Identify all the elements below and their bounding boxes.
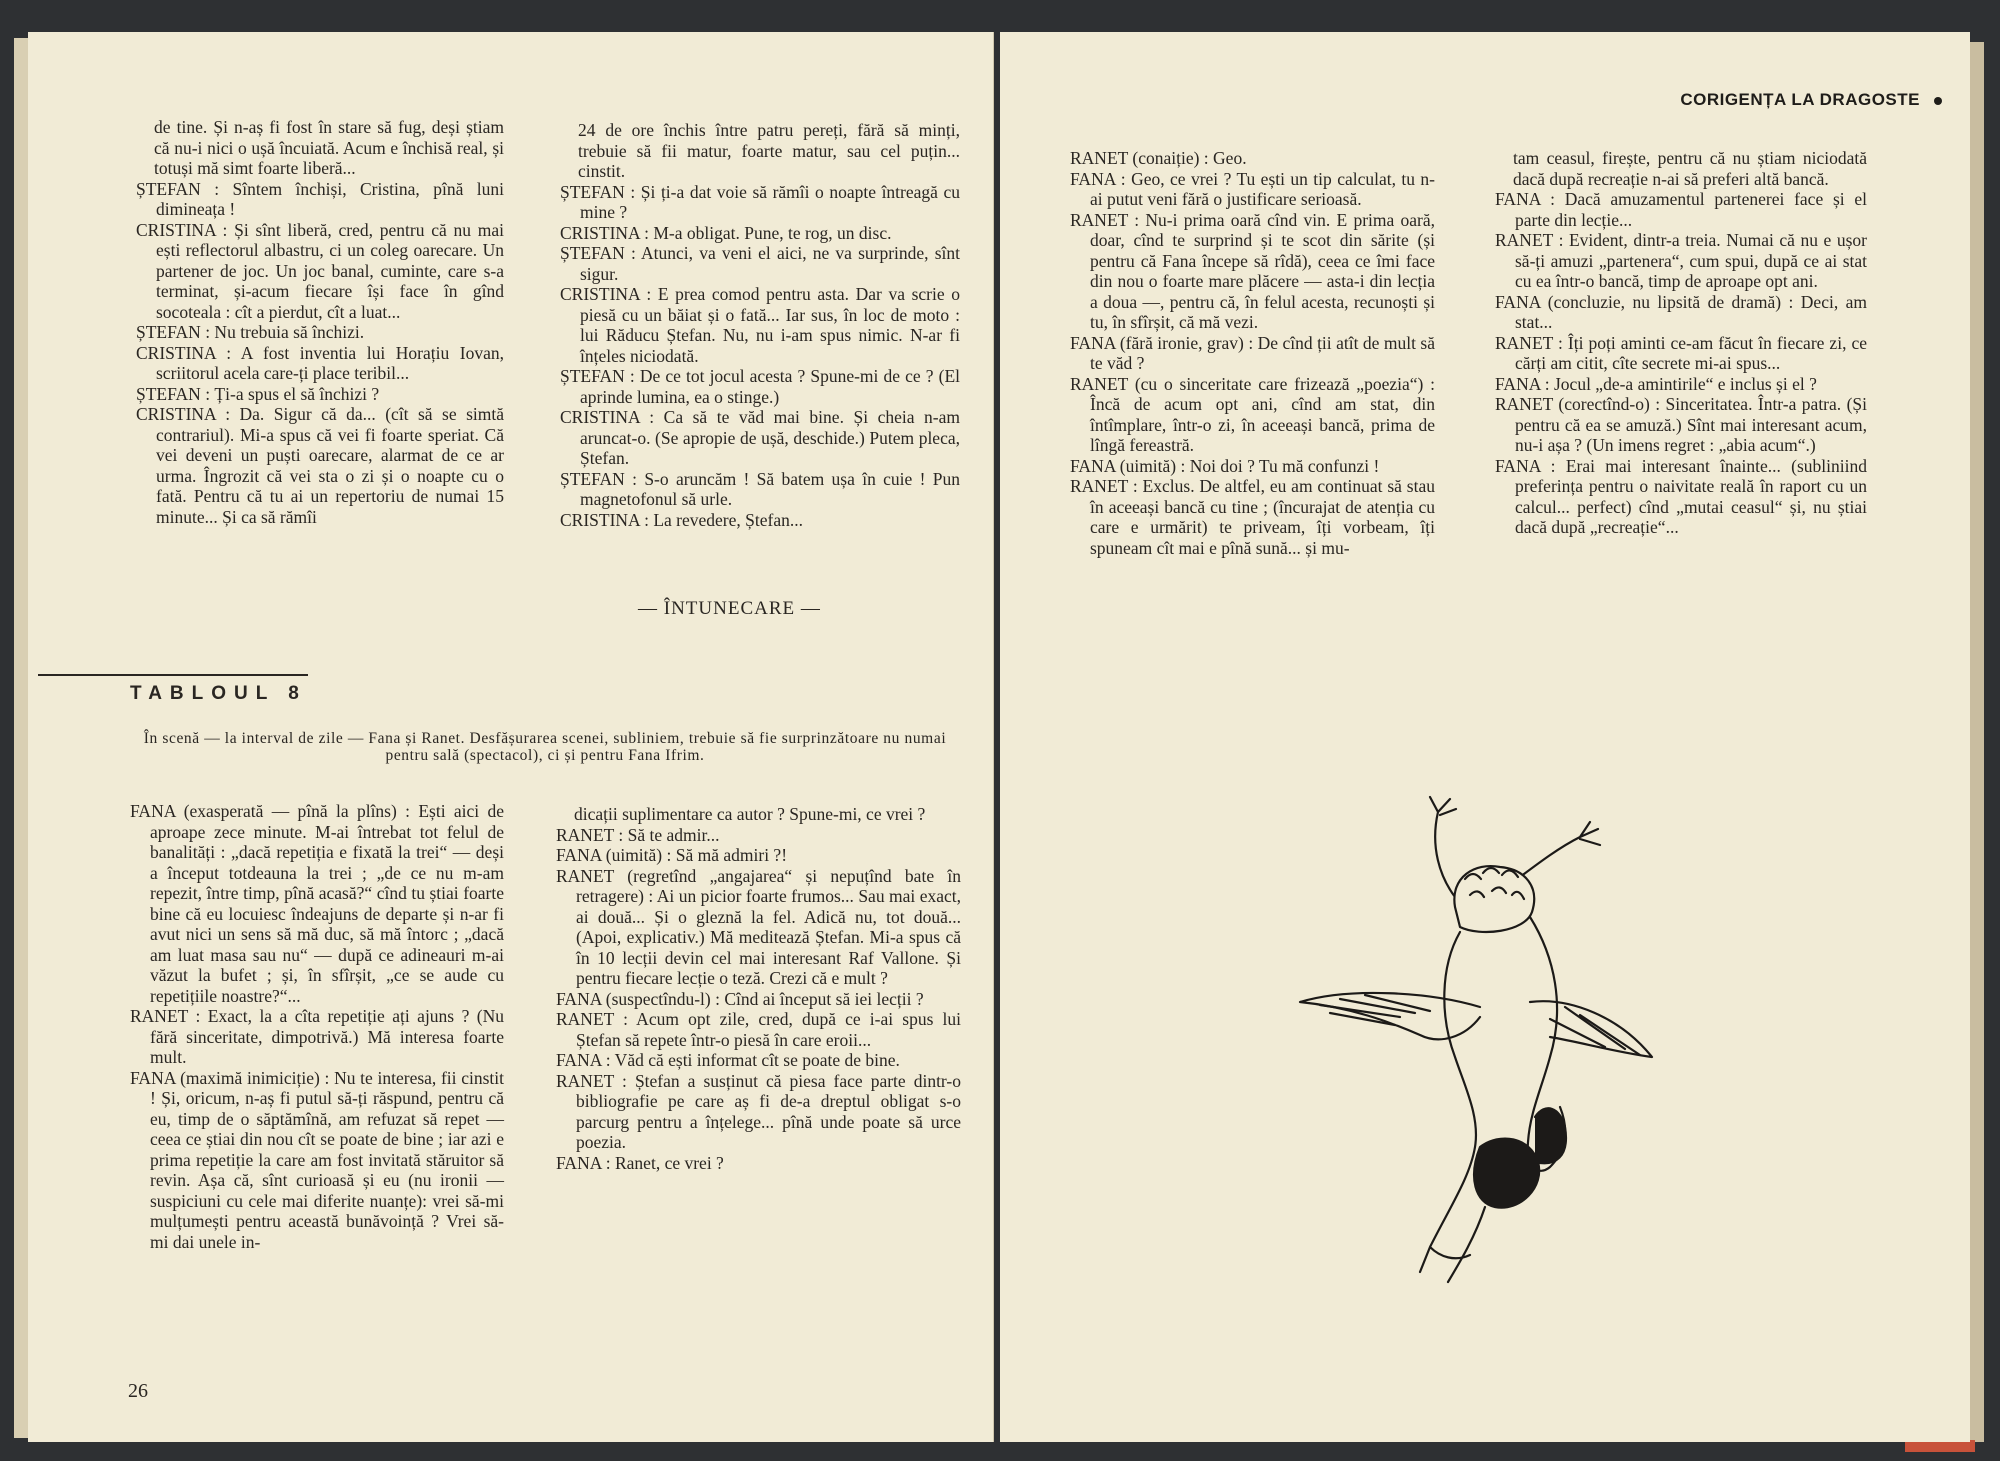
paragraph: CRISTINA : La revedere, Ștefan... [560,509,803,530]
paragraph: RANET : Ștefan a susținut că piesa face parte dintr-o bibliografie pe care aș fi de-a dreptul obligat s-o parcurg pentru a înțelege... pînă unde poate să urce poezia. [556,1070,961,1152]
paragraph: RANET : Îți poți aminti ce-am făcut în fiecare zi, ce cărți am citit, cîte secrete mi-ai spus... [1495,332,1867,373]
scene-end-marker: — ÎNTUNECARE — [638,598,821,619]
paragraph: FANA (suspectîndu-l) : Cînd ai început să iei lecții ? [556,988,924,1009]
paragraph: FANA (exasperată — pînă la plîns) : Ești aici de aproape zece minute. M-ai întrebat tot felul de banalități : „dacă repetiția e fixată la trei“ — deși a început totdeauna la trei ; „de ce nu m-am repezit, între timp, pînă acasă?“ cînd tu știai foarte bine că eu locuiesc îndeajuns de departe și n-ar fi avut nici un sens să mă duc, să mă întorc ; „dacă am luat masa sau nu“ — după ce adineauri m-ai văzut la bufet ; și, în sfîrșit, „ce se aude cu repetițiile noastre?“... [130,801,504,1006]
right-column-2 [1495,148,1867,538]
paragraph: ȘTEFAN : S-o aruncăm ! Să batem ușa în cuie ! Pun magnetofonul să urle. [560,468,960,509]
paragraph: FANA (uimită) : Noi doi ? Tu mă confunzi ! [1070,455,1380,476]
paragraph: ȘTEFAN : De ce tot jocul acesta ? Spune-mi de ce ? (El aprinde lumina, ea o stinge.) [560,366,960,407]
paragraph: RANET : Nu-i prima oară cînd vin. E prima oară, doar, cînd te surprind și te scot din sărite (și pentru că Fana începe să rîdă), ceea ce îmi face din nou o foarte mare plăcere — asta-i din lecția a doua —, pentru că, în felul acesta, recunoști și tu, în sfîrșit, că mă vezi. [1070,209,1435,332]
left-column-top-2 [560,120,960,530]
bullet-icon [1934,97,1942,105]
paragraph: CRISTINA : A fost inventia lui Horațiu Iovan, scriitorul acela care-ți place teribil... [136,342,504,383]
paragraph: RANET : Acum opt zile, cred, după ce i-ai spus lui Ștefan să repete într-o piesă în care eroii... [556,1009,961,1050]
paragraph: de tine. Și n-aș fi fost în stare să fug, deși știam că nu-i nici o ușă încuiată. Acum e închisă real, și totuși mă simt foarte liberă... [154,117,504,178]
paragraph: FANA (maximă inimiciție) : Nu te interesa, fii cinstit ! Și, oricum, n-aș fi putul să-ți răspund, pentru că eu, timp de o săptămînă, am refuzat să repet — ceea ce știai din nou cît se poate de bine ; iar azi e prima repetiție la care am fost invitată stăruitor să revin. Așa că, sînt curioasă și eu (nu ironii — suspiciuni cu cele mai diferite nuanțe): vrei să-mi mulțumești pentru această bunăvoință ? Vrei să-mi dai unele in- [130,1067,504,1252]
paragraph: RANET (corectînd-o) : Sinceritatea. Într-a patra. (Și pentru că ea se amuză.) Sînt mai interesant acum, nu-i așa ? (Un imens regret : „abia acum“.) [1495,394,1867,455]
paragraph: FANA : Dacă amuzamentul partenerei face și el parte din lecție... [1495,189,1867,230]
paragraph: ȘTEFAN : Ți-a spus el să închizi ? [136,383,380,404]
paragraph: CRISTINA : Ca să te văd mai bine. Și cheia n-am aruncat-o. (Se apropie de ușă, deschide.) Putem pleca, Ștefan. [560,407,960,468]
paragraph: tam ceasul, firește, pentru că nu știam niciodată dacă după recreație n-ai să preferi altă bancă. [1513,148,1867,189]
paragraph: FANA (concluzie, nu lipsită de dramă) : Deci, am stat... [1495,291,1867,332]
paragraph: ȘTEFAN : Sîntem închiși, Cristina, pînă luni dimineața ! [136,178,504,219]
paragraph: ȘTEFAN : Și ți-a dat voie să rămîi o noapte întreagă cu mine ? [560,181,960,222]
section-title: TABLOUL 8 [130,683,307,704]
angel-illustration [1280,767,1740,1287]
left-column-bottom-2 [556,804,961,1173]
running-header [1680,90,1942,110]
paragraph: FANA : Jocul „de-a amintirile“ e inclus și el ? [1495,373,1817,394]
paragraph: CRISTINA : E prea comod pentru asta. Dar va scrie o piesă cu un băiat și o fată... Iar sus, în loc de moto : lui Răducu Ștefan. Nu, nu i-am spus nimic. N-ar fi înțeles niciodată. [560,284,960,366]
paragraph: ȘTEFAN : Nu trebuia să închizi. [136,322,365,342]
paragraph: FANA (fără ironie, grav) : De cînd ții atît de mult să te văd ? [1070,332,1435,373]
paragraph: CRISTINA : Și sînt liberă, cred, pentru că nu mai ești reflectorul albastru, ci un coleg oarecare. Un partener de joc. Un joc banal, cuminte, care s-a terminat, și-acum fiecare își face în gînd socoteala : cît a pierdut, cît a luat... [136,219,504,322]
page-number: 26 [128,1380,148,1402]
paragraph: FANA : Erai mai interesant înainte... (subliniind preferința pentru o naivitate reală în raport cu un calcul... perfect) cînd „mutai ceasul“ și, nu știai dacă după „recreație“... [1495,455,1867,537]
paragraph: dicații suplimentare ca autor ? Spune-mi, ce vrei ? [574,804,926,824]
paragraph: FANA : Văd că ești informat cît se poate de bine. [556,1050,900,1070]
paragraph: RANET (cu o sinceritate care frizează „poezia“) : Încă de acum opt ani, cînd am stat, din întîmplare, într-o zi, în aceeași bancă, prima de lîngă fereastră. [1070,373,1435,455]
running-title: CORIGENȚA LA DRAGOSTE [1680,90,1920,109]
paragraph: RANET : Exclus. De altfel, eu am continuat să stau în aceeași bancă cu tine ; (încurajat de atenția cu care e urmărit) te priveam, îți vorbeam, îți spuneam cît mai e pînă sună... și mu- [1070,476,1435,558]
paragraph: RANET : Să te admir... [556,824,720,845]
paragraph: FANA : Geo, ce vrei ? Tu ești un tip calculat, tu n-ai putut veni fără o justificare serioasă. [1070,168,1435,209]
paragraph: CRISTINA : Da. Sigur că da... (cît să se simtă contrariul). Mi-a spus că vei fi foarte speriat. Că vei deveni un puști oarecare, alarmat de ce ar urma. Îngrozit că vei sta o zi și o noapte cu o fată. Pentru că tu ai un repertoriu de numai 15 minute... Și ca să rămîi [136,404,504,527]
book-edge-right [1968,42,1984,1442]
left-column-top-1 [136,117,504,527]
section-rule [38,674,308,676]
paragraph: RANET : Exact, la a cîta repetiție ați ajuns ? (Nu fără sinceritate, dimpotrivă.) Mă interesa foarte mult. [130,1006,504,1067]
paragraph: ȘTEFAN : Atunci, va veni el aici, ne va surprinde, sînt sigur. [560,243,960,284]
paragraph: 24 de ore închis între patru pereți, fără să minți, trebuie să fii matur, foarte matur, sau cel puțin... cinstit. [578,120,960,181]
paragraph: RANET (conaiție) : Geo. [1070,148,1247,168]
paragraph: CRISTINA : M-a obligat. Pune, te rog, un disc. [560,222,892,243]
left-column-bottom-1 [130,801,504,1252]
paragraph: RANET : Evident, dintr-a treia. Numai că nu e ușor să-ți amuzi „partenera“, cum spui, după ce ai stat cu ea într-o bancă, timp de aproape opt ani. [1495,230,1867,291]
paragraph: FANA (uimită) : Să mă admiri ?! [556,845,788,865]
scene-intro: În scenă — la interval de zile — Fana și Ranet. Desfășurarea scenei, subliniem, trebuie să fie surprinzătoare nu numai pentru sală (spectacol), ci și pentru Fana Ifrim. [143,730,947,764]
paragraph: RANET (regretînd „angajarea“ și nepuțînd bate în retragere) : Ai un picior foarte frumos... Sau mai exact, ai două... Și o gleznă la fel. Adică nu, tot două... (Apoi, explicativ.) Mă meditează Ștefan. Mi-a spus că în 10 lecții devin cel mai interesant Raf Vallone. Și pentru fiecare lecție o teză. Crezi că e mult ? [556,865,961,988]
paragraph: FANA : Ranet, ce vrei ? [556,1152,724,1173]
right-page [1000,32,1970,1442]
left-page [28,32,994,1442]
right-column-1 [1070,148,1435,558]
